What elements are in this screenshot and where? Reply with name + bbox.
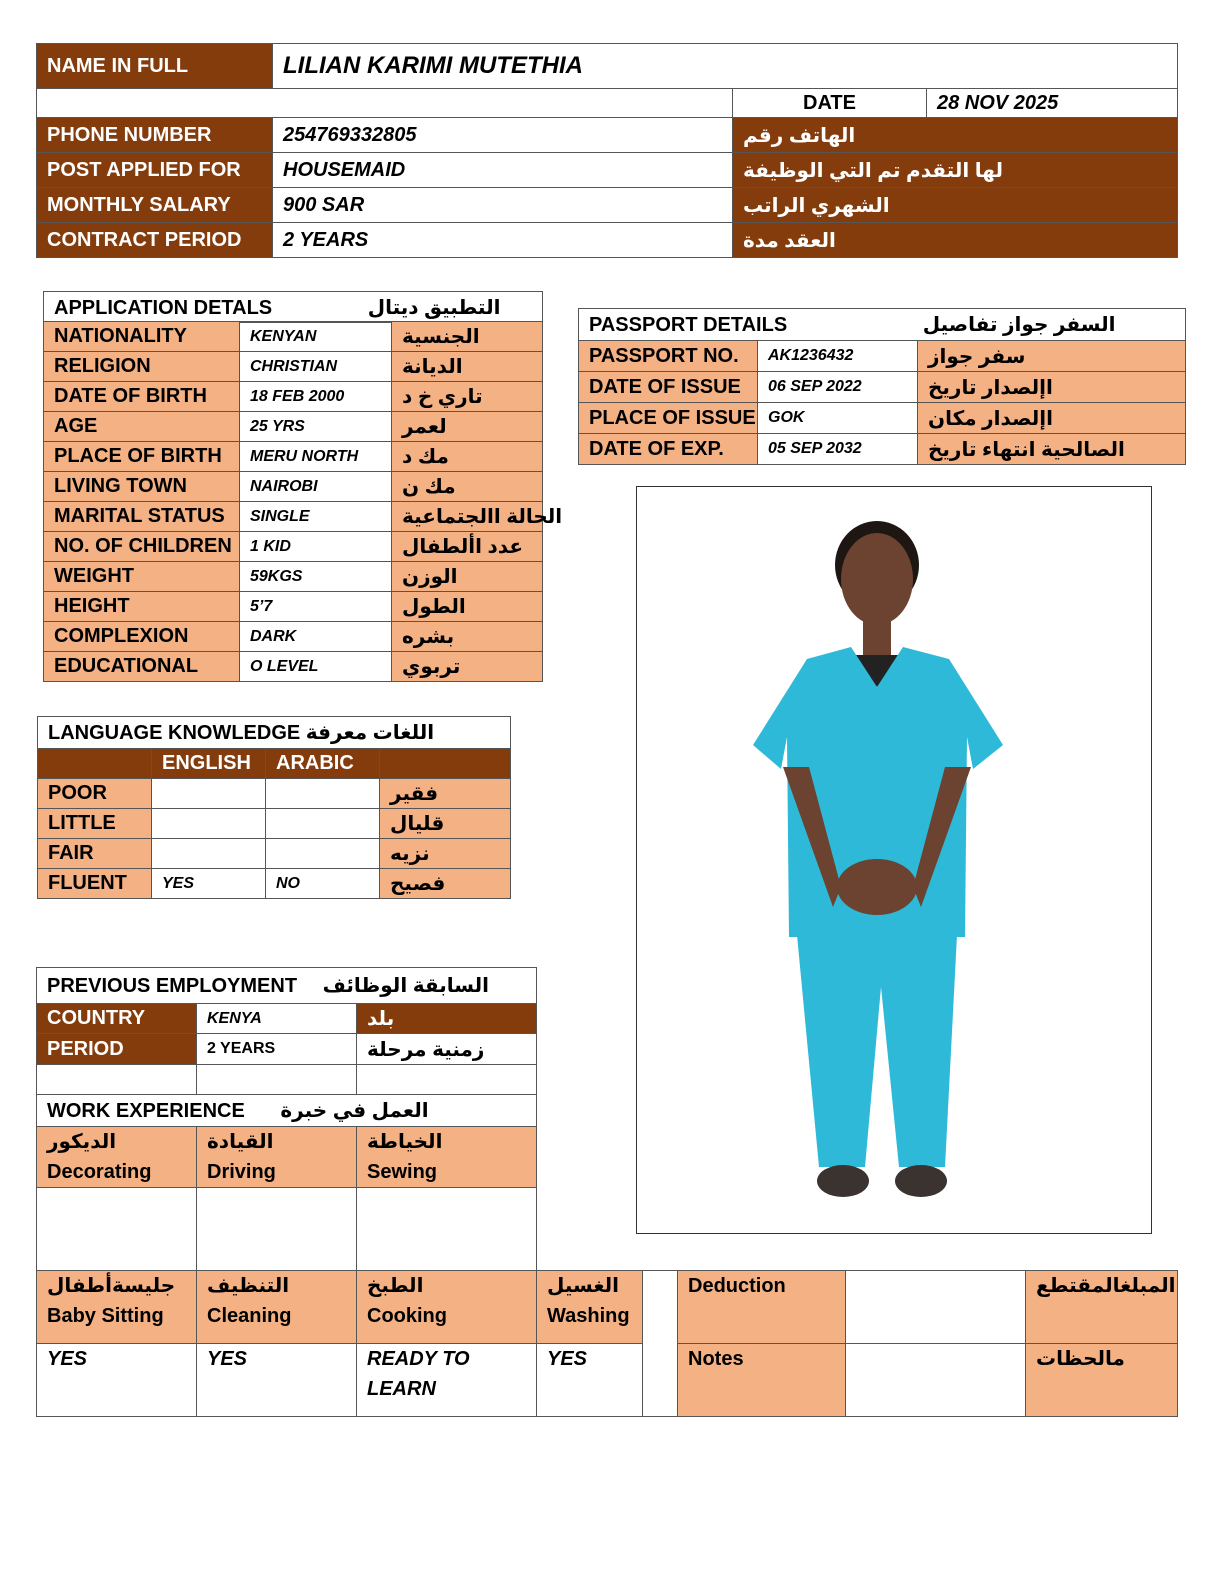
skill-cleaning — [197, 1271, 357, 1344]
passport-title-en: PASSPORT DETAILS — [589, 314, 788, 336]
phone-value: 254769332805 — [273, 118, 733, 153]
language-title — [38, 717, 511, 749]
passport-row-place-of-issue — [579, 403, 1186, 434]
passport-row-passport-no — [579, 341, 1186, 372]
application-value: 1 KID — [240, 532, 392, 562]
country-arabic: بلد — [357, 1004, 537, 1034]
application-arabic: الوزن — [392, 562, 543, 592]
phone-label: PHONE NUMBER — [37, 118, 273, 153]
deduction-value — [846, 1271, 1026, 1344]
application-arabic: بشره — [392, 622, 543, 652]
period-label: PERIOD — [37, 1034, 197, 1065]
skill-cooking-ar: الطبخ — [367, 1275, 424, 1297]
period-value: 2 YEARS — [197, 1034, 357, 1065]
passport-value: GOK — [758, 403, 918, 434]
application-value: O LEVEL — [240, 652, 392, 682]
language-row-poor — [38, 779, 511, 809]
application-row-age — [44, 412, 543, 442]
salary-arabic: الشهري الراتب — [733, 188, 1178, 223]
application-row-date-of-birth — [44, 382, 543, 412]
application-row-place-of-birth — [44, 442, 543, 472]
skill-decorating-value — [37, 1188, 197, 1272]
phone-arabic: الهاتف رقم — [733, 118, 1178, 153]
application-arabic: الجنسية — [392, 322, 543, 352]
application-arabic: الحالة االجتماعية — [392, 502, 543, 532]
application-row-weight — [44, 562, 543, 592]
deduction-label: Deduction — [678, 1271, 846, 1344]
application-value: DARK — [240, 622, 392, 652]
passport-value: 06 SEP 2022 — [758, 372, 918, 403]
language-level: LITTLE — [38, 809, 152, 839]
language-level: POOR — [38, 779, 152, 809]
language-level-arabic: نزيه — [380, 839, 511, 869]
language-title-ar: اللغات معرفة — [305, 722, 435, 744]
application-value: CHRISTIAN — [240, 352, 392, 382]
passport-label: PLACE OF ISSUE — [579, 403, 758, 434]
language-english-value — [152, 809, 266, 839]
application-label: HEIGHT — [44, 592, 240, 622]
notes-value — [846, 1344, 1026, 1417]
application-value: 5’7 — [240, 592, 392, 622]
application-label: LIVING TOWN — [44, 472, 240, 502]
spacer-cell — [643, 1271, 678, 1417]
work-title-en: WORK EXPERIENCE — [47, 1100, 245, 1122]
skill-decorating — [37, 1127, 197, 1188]
skill-decorating-ar: الديكور — [47, 1131, 117, 1153]
application-rows — [43, 321, 563, 682]
date-label: DATE — [733, 89, 927, 118]
skill-baby-sitting — [37, 1271, 197, 1344]
passport-arabic: اإلصدار مكان — [918, 403, 1186, 434]
employment-blank-3 — [357, 1065, 537, 1095]
name-label: NAME IN FULL — [37, 44, 273, 89]
skill-baby-sitting-label: Baby Sitting — [47, 1305, 164, 1327]
blank-cell — [37, 89, 733, 118]
passport-arabic: اإلصدار تاريخ — [918, 372, 1186, 403]
passport-value: AK1236432 — [758, 341, 918, 372]
language-level-arabic: فصيح — [380, 869, 511, 899]
passport-title-ar: السفر جواز تفاصيل — [922, 314, 1116, 336]
application-label: NATIONALITY — [44, 322, 240, 352]
passport-title — [579, 309, 1186, 341]
passport-arabic: سفر جواز — [918, 341, 1186, 372]
language-arabic-value: NO — [266, 869, 380, 899]
employment-title-en: PREVIOUS EMPLOYMENT — [47, 975, 298, 997]
application-label: COMPLEXION — [44, 622, 240, 652]
application-row-religion — [44, 352, 543, 382]
skill-driving-label: Driving — [207, 1161, 276, 1183]
skill-cooking-label: Cooking — [367, 1305, 447, 1327]
skill-sewing — [357, 1127, 537, 1188]
bottom-table — [36, 1270, 1178, 1417]
application-title — [44, 292, 543, 323]
header-table — [36, 43, 1178, 258]
skill-washing-value: YES — [537, 1344, 643, 1417]
application-row-complexion — [44, 622, 543, 652]
skill-sewing-value — [357, 1188, 537, 1272]
salary-value: 900 SAR — [273, 188, 733, 223]
work-title — [37, 1095, 537, 1127]
application-row-height — [44, 592, 543, 622]
language-level-arabic: فقير — [380, 779, 511, 809]
application-value: KENYAN — [240, 322, 392, 352]
notes-arabic: مالحظات — [1026, 1344, 1178, 1417]
skill-sewing-label: Sewing — [367, 1161, 438, 1183]
language-level: FLUENT — [38, 869, 152, 899]
language-header-blank — [38, 749, 152, 779]
language-english-value — [152, 779, 266, 809]
language-col-arabic: ARABIC — [266, 749, 380, 779]
language-english-value: YES — [152, 869, 266, 899]
passport-row-date-of-exp — [579, 434, 1186, 465]
language-header-blank-2 — [380, 749, 511, 779]
passport-label: PASSPORT NO. — [579, 341, 758, 372]
notes-label: Notes — [678, 1344, 846, 1417]
application-arabic: تاري خ د — [392, 382, 543, 412]
application-value: SINGLE — [240, 502, 392, 532]
language-level-arabic: قليال — [380, 809, 511, 839]
application-value: 18 FEB 2000 — [240, 382, 392, 412]
language-row-fair — [38, 839, 511, 869]
employment-title — [37, 968, 537, 1004]
skill-driving — [197, 1127, 357, 1188]
date-value: 28 NOV 2025 — [927, 89, 1178, 118]
employment-title-ar: السابقة الوظائف — [322, 975, 489, 997]
language-row-fluent — [38, 869, 511, 899]
skill-baby-sitting-value: YES — [37, 1344, 197, 1417]
application-value: 59KGS — [240, 562, 392, 592]
country-label: COUNTRY — [37, 1004, 197, 1034]
application-arabic: مك ن — [392, 472, 543, 502]
application-label: MARITAL STATUS — [44, 502, 240, 532]
application-value: NAIROBI — [240, 472, 392, 502]
language-level: FAIR — [38, 839, 152, 869]
skill-cleaning-ar: التنظيف — [207, 1275, 290, 1297]
application-label: PLACE OF BIRTH — [44, 442, 240, 472]
skill-cooking-value: READY TO LEARN — [357, 1344, 537, 1417]
skill-driving-ar: القيادة — [207, 1131, 274, 1153]
passport-arabic: الصالحية انتهاء تاريخ — [918, 434, 1186, 465]
application-row-marital-status — [44, 502, 543, 532]
language-col-english: ENGLISH — [152, 749, 266, 779]
employment-blank-2 — [197, 1065, 357, 1095]
skill-driving-value — [197, 1188, 357, 1272]
employment-blank-1 — [37, 1065, 197, 1095]
employment-table — [36, 967, 537, 1272]
skill-baby-sitting-ar: جليسةأطفال — [47, 1275, 176, 1297]
deduction-arabic: المبلغالمقتطع — [1026, 1271, 1178, 1344]
passport-label: DATE OF EXP. — [579, 434, 758, 465]
application-row-living-town — [44, 472, 543, 502]
application-label: RELIGION — [44, 352, 240, 382]
contract-label: CONTRACT PERIOD — [37, 223, 273, 258]
application-arabic: مك د — [392, 442, 543, 472]
language-row-little — [38, 809, 511, 839]
skill-decorating-label: Decorating — [47, 1161, 152, 1183]
salary-label: MONTHLY SALARY — [37, 188, 273, 223]
post-arabic: لها التقدم تم التي الوظيفة — [733, 153, 1178, 188]
skill-cooking — [357, 1271, 537, 1344]
name-value: LILIAN KARIMI MUTETHIA — [273, 44, 1178, 89]
language-arabic-value — [266, 779, 380, 809]
post-label: POST APPLIED FOR — [37, 153, 273, 188]
post-value: HOUSEMAID — [273, 153, 733, 188]
application-table — [43, 291, 543, 323]
application-row-nationality — [44, 322, 543, 352]
skill-cleaning-label: Cleaning — [207, 1305, 292, 1327]
application-row-no-of-children — [44, 532, 543, 562]
application-title-en: APPLICATION DETALS — [54, 296, 273, 319]
country-value: KENYA — [197, 1004, 357, 1034]
person-photo-icon — [637, 487, 1151, 1233]
period-arabic: زمنية مرحلة — [357, 1034, 537, 1065]
skill-sewing-ar: الخياطة — [367, 1131, 443, 1153]
application-title-ar: التطبيق ديتال — [367, 296, 501, 319]
application-value: MERU NORTH — [240, 442, 392, 472]
application-arabic: الطول — [392, 592, 543, 622]
application-label: NO. OF CHILDREN — [44, 532, 240, 562]
language-title-en: LANGUAGE KNOWLEDGE — [48, 722, 301, 744]
application-label: DATE OF BIRTH — [44, 382, 240, 412]
work-title-ar: العمل في خبرة — [280, 1100, 429, 1122]
application-arabic: عدد األطفال — [392, 532, 543, 562]
language-table — [37, 716, 511, 899]
application-arabic: تربوي — [392, 652, 543, 682]
language-arabic-value — [266, 809, 380, 839]
skill-washing-ar: الغسيل — [547, 1275, 620, 1297]
skill-washing-label: Washing — [547, 1305, 630, 1327]
contract-arabic: العقد مدة — [733, 223, 1178, 258]
application-row-educational — [44, 652, 543, 682]
application-arabic: الديانة — [392, 352, 543, 382]
application-label: EDUCATIONAL — [44, 652, 240, 682]
passport-row-date-of-issue — [579, 372, 1186, 403]
application-label: AGE — [44, 412, 240, 442]
passport-value: 05 SEP 2032 — [758, 434, 918, 465]
application-label: WEIGHT — [44, 562, 240, 592]
applicant-photo — [636, 486, 1152, 1234]
language-arabic-value — [266, 839, 380, 869]
skill-cleaning-value: YES — [197, 1344, 357, 1417]
application-value: 25 YRS — [240, 412, 392, 442]
language-english-value — [152, 839, 266, 869]
contract-value: 2 YEARS — [273, 223, 733, 258]
application-arabic: لعمر — [392, 412, 543, 442]
passport-table — [578, 308, 1186, 465]
passport-label: DATE OF ISSUE — [579, 372, 758, 403]
skill-washing — [537, 1271, 643, 1344]
